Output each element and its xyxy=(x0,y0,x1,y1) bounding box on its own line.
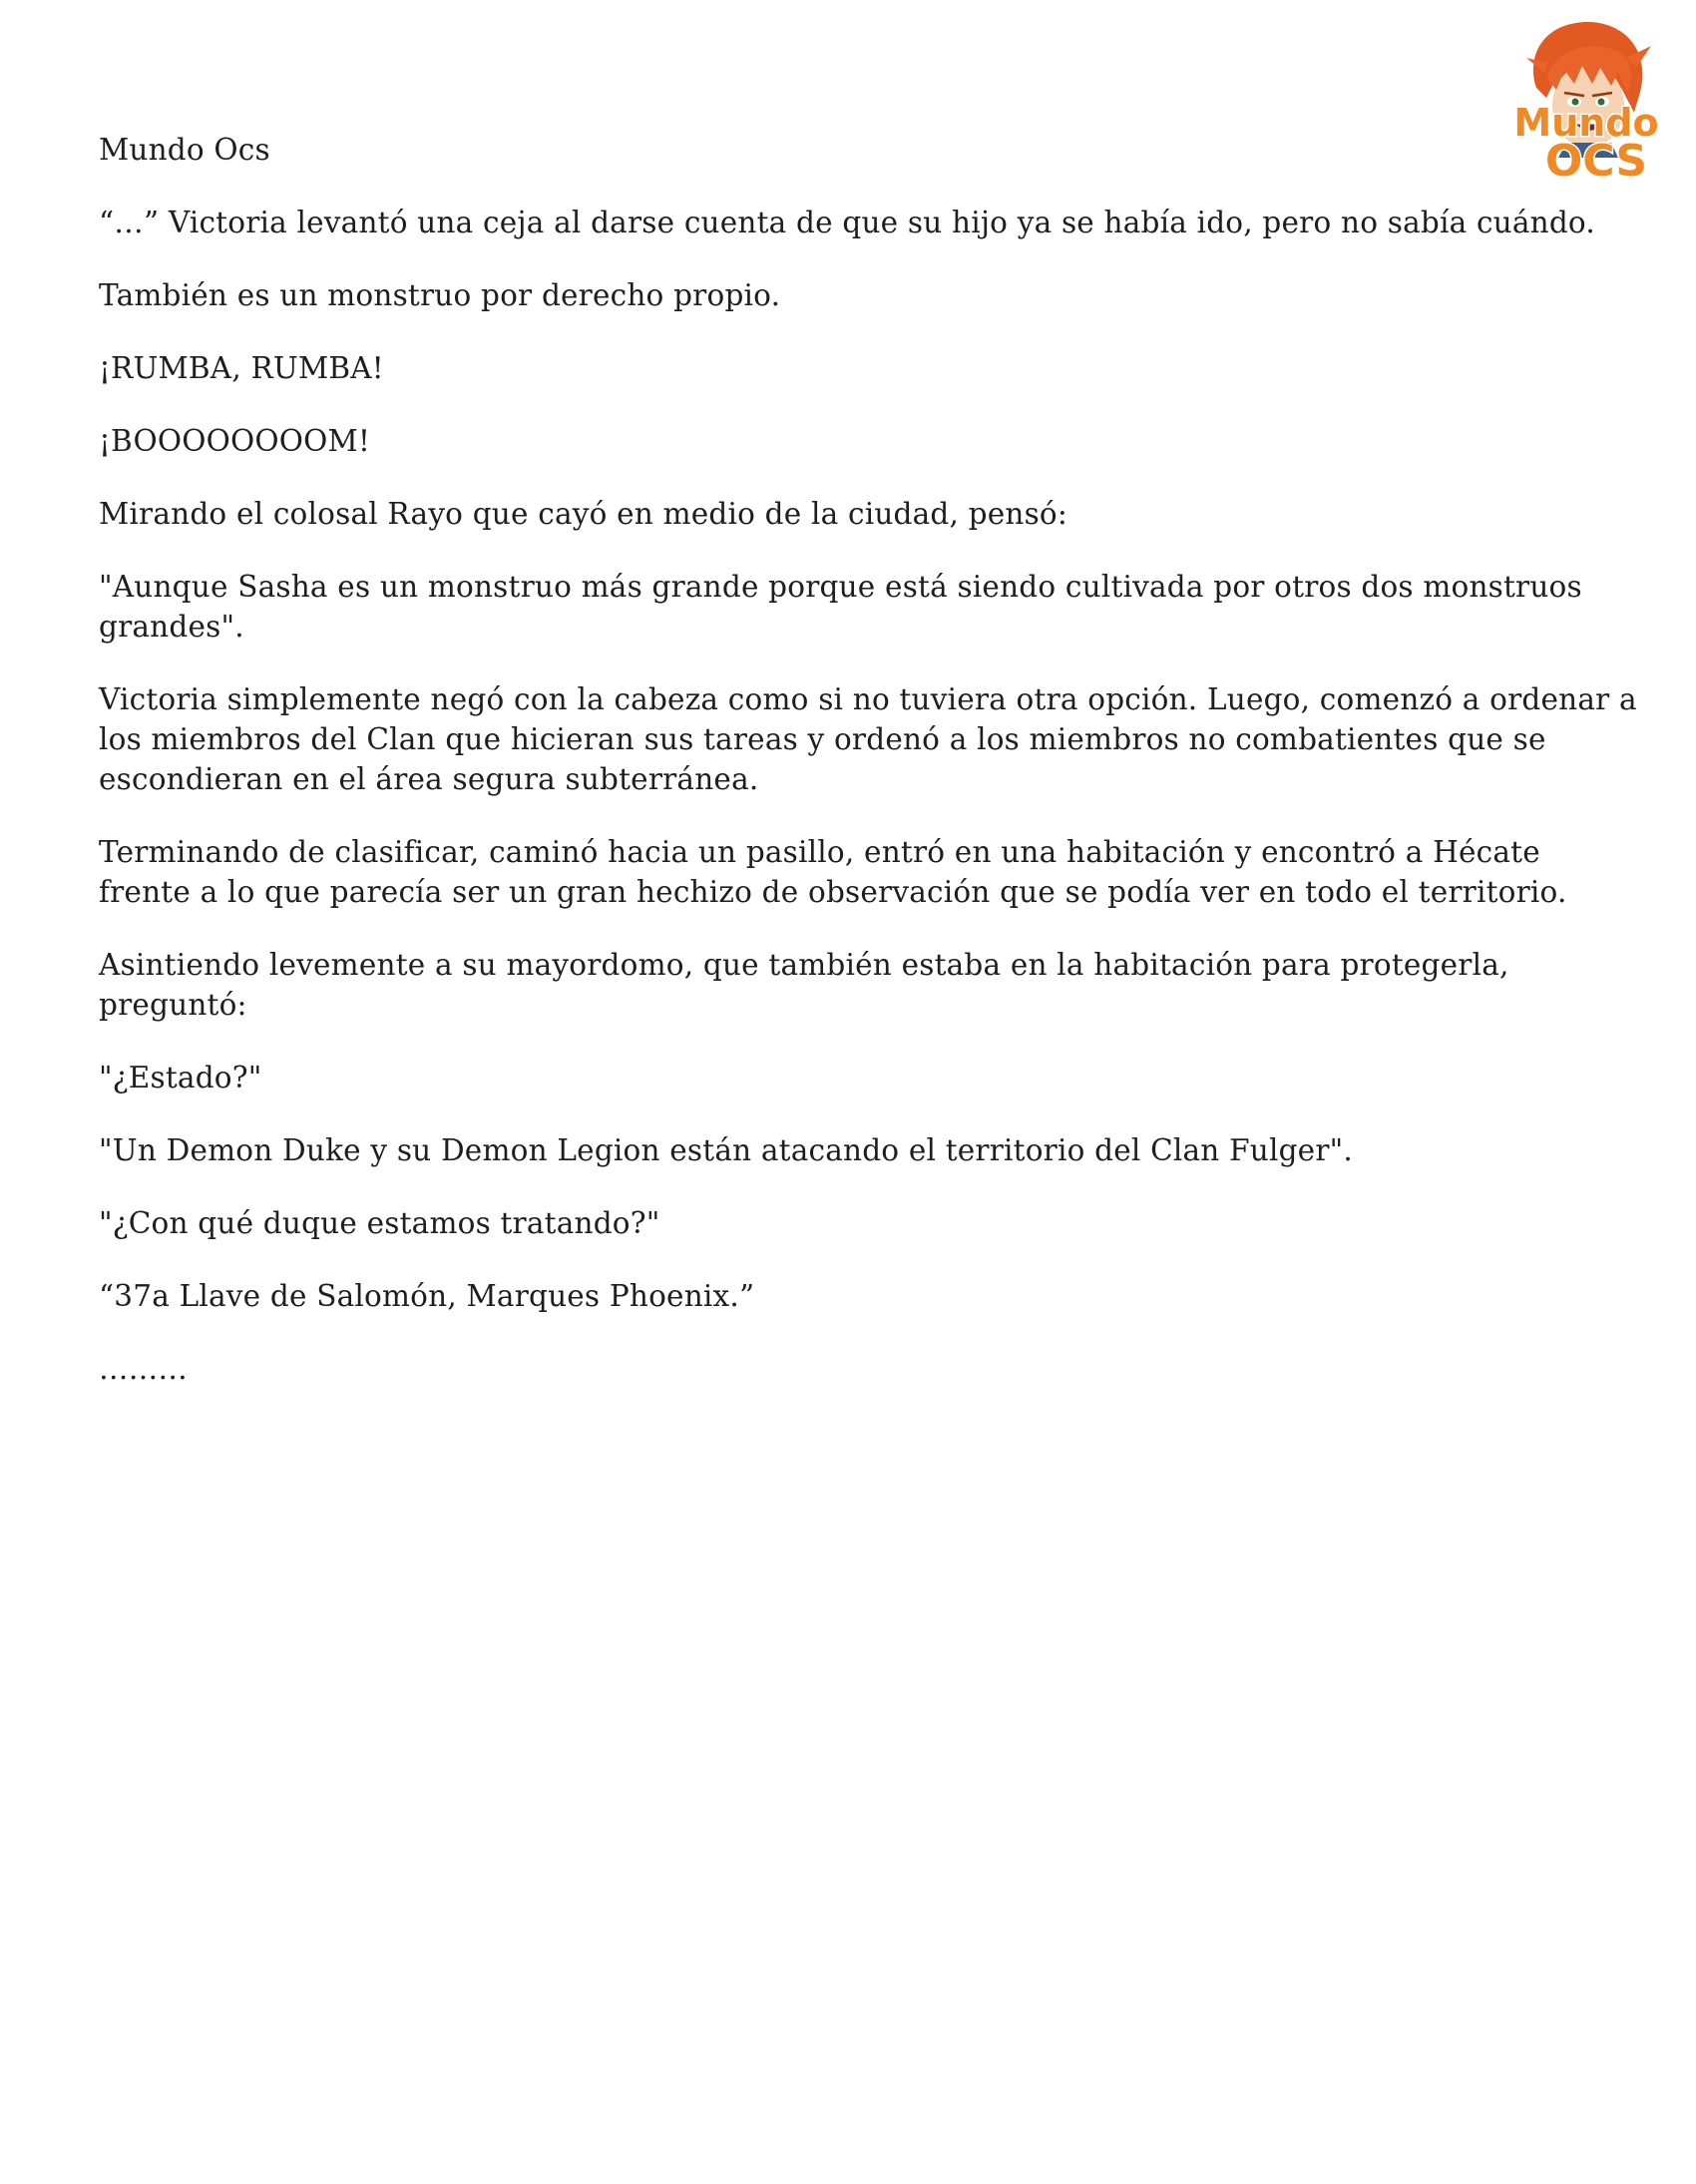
paragraph: "¿Estado?" xyxy=(99,1061,262,1094)
paragraph: “…” Victoria levantó una ceja al darse cuenta de que su hijo ya se había ido, pero no sabía cuándo. xyxy=(99,206,1595,239)
paragraph: ¡RUMBA, RUMBA! xyxy=(99,351,384,385)
paragraph: Victoria simplemente negó con la cabeza como si no tuviera otra opción. Luego, comenzó a ordenar a los miembros del Clan que hicieran sus tareas y ordenó a los miembros no combatientes que se escondieran en el área segura subterránea. xyxy=(99,682,1637,796)
paragraph: ¡BOOOOOOOOM! xyxy=(99,424,371,458)
paragraph: También es un monstruo por derecho propio. xyxy=(99,278,781,312)
paragraph: Terminando de clasificar, caminó hacia un pasillo, entró en una habitación y encontró a Hécate frente a lo que parecía ser un gran hechizo de observación que se podía ver en todo el territorio. xyxy=(99,835,1567,909)
paragraph: Asintiendo levemente a su mayordomo, que también estaba en la habitación para protegerla, preguntó: xyxy=(99,948,1509,1022)
paragraph: "Un Demon Duke y su Demon Legion están atacando el territorio del Clan Fulger". xyxy=(99,1133,1353,1167)
paragraph: “37a Llave de Salomón, Marques Phoenix.” xyxy=(99,1279,755,1313)
paragraph: Mirando el colosal Rayo que cayó en medio de la ciudad, pensó: xyxy=(99,497,1068,531)
paragraph: "¿Con qué duque estamos tratando?" xyxy=(99,1206,660,1240)
logo-text-line1: Mundo xyxy=(1513,101,1659,145)
logo-text-line2: OCS xyxy=(1544,136,1648,187)
document-body xyxy=(99,130,1640,1422)
paragraph: ……… xyxy=(99,1352,189,1386)
paragraph: "Aunque Sasha es un monstruo más grande porque está siendo cultivada por otros dos monstruos grandes". xyxy=(99,570,1582,644)
document-header: Mundo Ocs xyxy=(99,133,270,167)
